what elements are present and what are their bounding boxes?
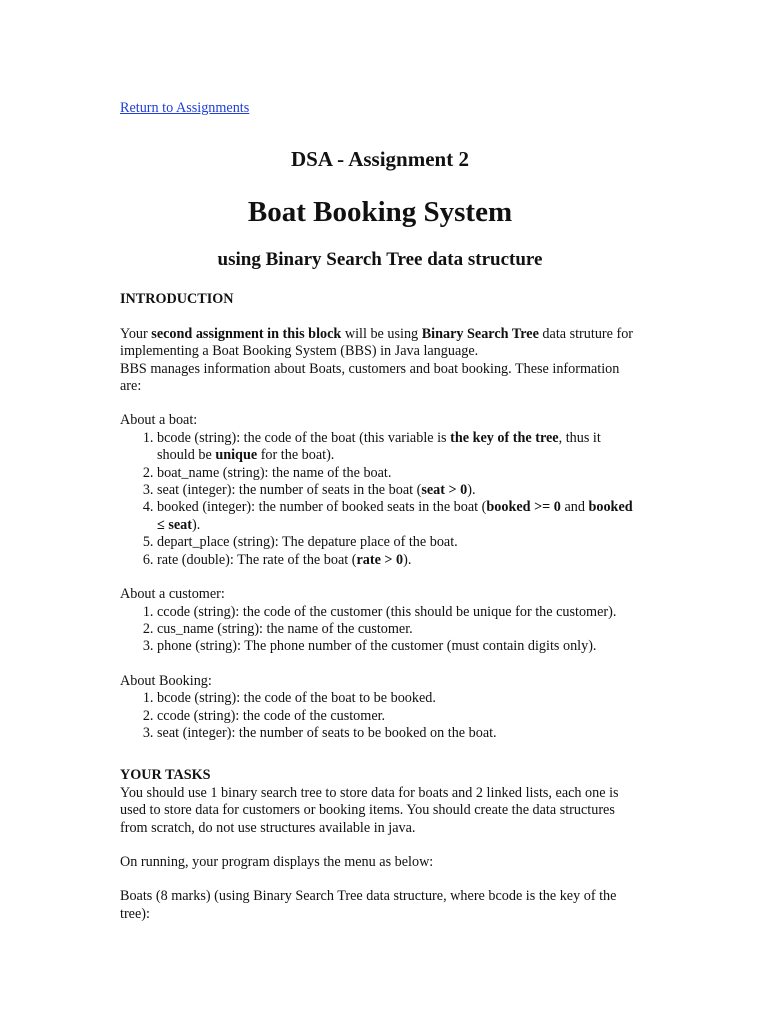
list-item-bold-text: booked >= 0 <box>486 499 561 516</box>
list-item: 3. phone (string): The phone number of the customer (must contain digits only). <box>157 638 640 655</box>
booking-attribute-list <box>120 690 640 742</box>
page-subtitle: using Binary Search Tree data structure <box>217 249 543 271</box>
list-item-text: for the boat). <box>257 447 335 464</box>
list-item: 1. ccode (string): the code of the customer (this should be unique for the customer). <box>157 604 640 621</box>
list-item-text: seat (integer): the number of seats in the boat ( <box>157 482 422 499</box>
list-item: 5. depart_place (string): The depature place of the boat. <box>157 534 640 551</box>
list-item-text: ). <box>191 516 201 533</box>
tasks-paragraph-1: You should use 1 binary search tree to store data for boats and 2 linked lists, each one is used to store data for customers or booking items. You should create the data structures from scratch, do not use structures available in java. <box>120 784 619 836</box>
list-item-bold-text: seat > 0 <box>421 482 468 499</box>
list-item-text: ). <box>467 482 476 499</box>
list-item: 2. cus_name (string): the name of the customer. <box>157 621 640 638</box>
intro-text: Your <box>120 325 152 342</box>
intro-paragraph-2: BBS manages information about Boats, customers and boat booking. These information are: <box>120 360 620 395</box>
list-item <box>157 430 640 465</box>
return-to-assignments-link[interactable]: Return to Assignments <box>120 100 250 116</box>
list-item-text: bcode (string): the code of the boat (this variable is <box>157 429 451 446</box>
list-item-text: , thus it should be <box>157 429 601 464</box>
intro-text: will be using <box>341 325 422 342</box>
customer-attribute-list <box>120 604 640 656</box>
boat-heading: About a boat: <box>120 412 198 429</box>
tasks-paragraph-3: Boats (8 marks) (using Binary Search Tree data structure, where bcode is the key of the tree): <box>120 888 617 922</box>
list-item: 1. bcode (string): the code of the boat to be booked. <box>157 690 640 707</box>
list-item-bold-text: unique <box>215 447 258 464</box>
list-item <box>157 482 640 499</box>
list-item-bold-text: the key of the tree <box>450 429 559 446</box>
your-tasks-heading: YOUR TASKS <box>120 767 211 784</box>
list-item: 2. ccode (string): the code of the customer. <box>157 708 640 725</box>
intro-bold-text: second assignment in this block <box>151 325 342 342</box>
list-item: 3. seat (integer): the number of seats to be booked on the boat. <box>157 725 640 742</box>
document-content <box>120 100 640 923</box>
list-item-text: booked (integer): the number of booked seats in the boat ( <box>157 499 487 516</box>
intro-text: data struture for implementing a Boat Booking System (BBS) in Java language. <box>120 325 634 360</box>
boat-attribute-list <box>120 430 640 569</box>
tasks-paragraph-2: On running, your program displays the menu as below: <box>120 853 434 870</box>
course-heading: DSA - Assignment 2 <box>291 147 469 172</box>
customer-heading: About a customer: <box>120 586 225 603</box>
list-item-bold-text: booked ≤ seat <box>157 499 633 533</box>
page-title: Boat Booking System <box>247 196 513 229</box>
intro-paragraph <box>120 326 640 361</box>
list-item-text: and <box>560 499 589 516</box>
introduction-heading: INTRODUCTION <box>120 291 234 308</box>
booking-heading: About Booking: <box>120 672 212 689</box>
list-item-bold-text: rate > 0 <box>356 551 404 568</box>
list-item-text: rate (double): The rate of the boat ( <box>157 551 357 568</box>
list-item <box>157 499 640 534</box>
list-item: 2. boat_name (string): the name of the boat. <box>157 465 640 482</box>
intro-bold-text: Binary Search Tree <box>421 325 539 342</box>
list-item <box>157 552 640 569</box>
list-item-text: ). <box>403 551 412 568</box>
